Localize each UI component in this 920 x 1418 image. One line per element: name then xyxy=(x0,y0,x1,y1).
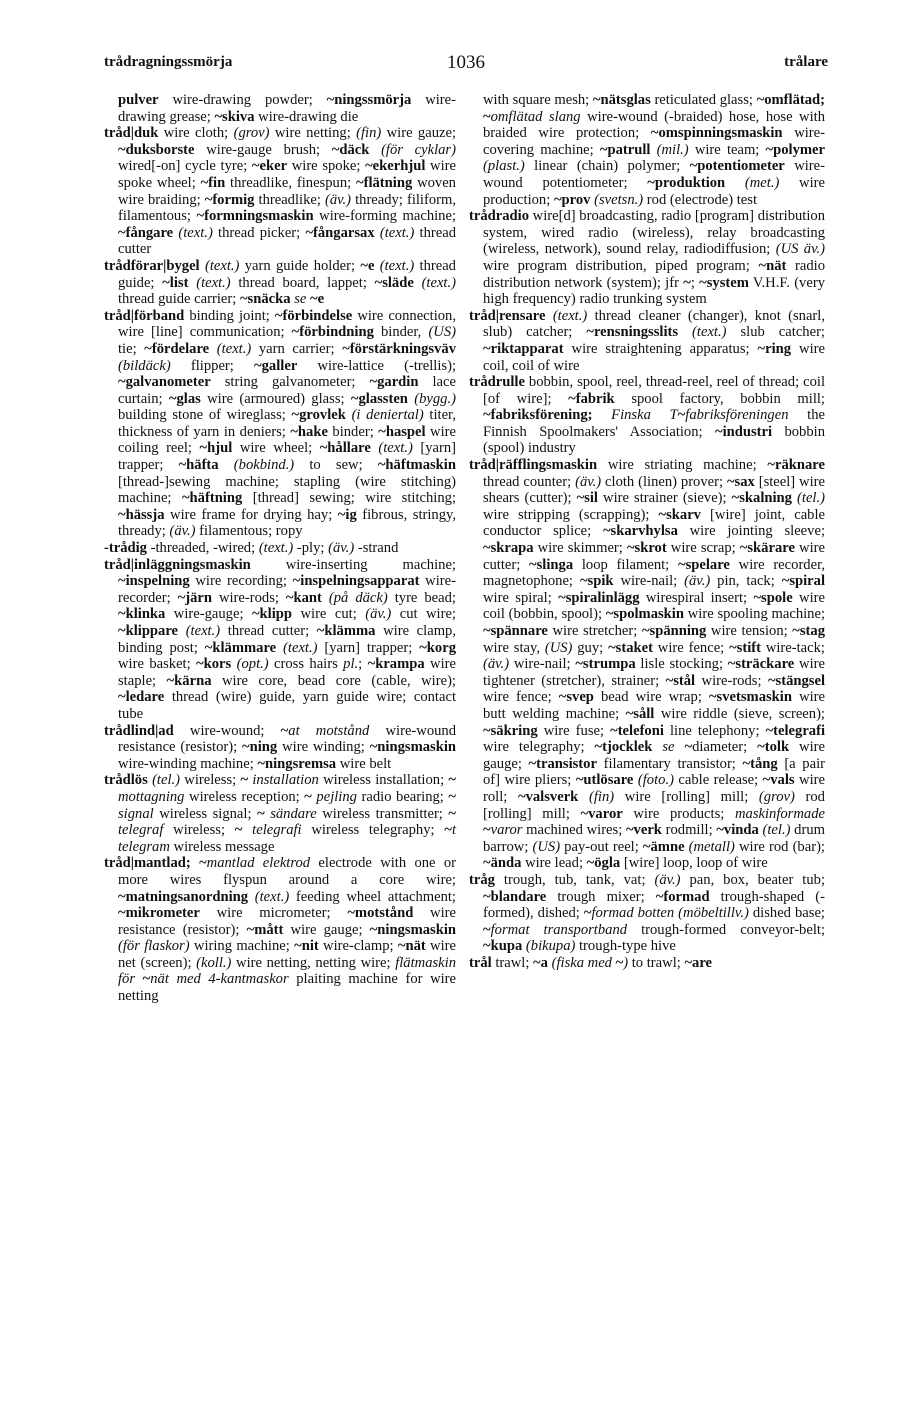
dictionary-entry: pulver wire-drawing powder; ~ningssmörja wire-drawing grease; ~skiva wire-drawing die xyxy=(118,92,456,125)
header-last-headword: trålare xyxy=(784,54,828,70)
page-number: 1036 xyxy=(447,52,485,73)
dictionary-entry: trådradio wire[d] broadcasting, radio [program] distribution system, wired radio (wireless), relay broadcasting (wireless, network), sound relay, radiodiffusion; (US äv.) wire program distribution, piped program; ~nät radio distribution network (system); jfr ~; ~system V.H.F. (very high frequency) radio trunking system xyxy=(469,208,826,308)
dictionary-entry: tråd|duk wire cloth; (grov) wire netting; (fin) wire gauze; ~duksborste wire-gauge brush; ~däck (för cyklar) wired[-on] cycle tyre; ~eker wire spoke; ~ekerhjul wire spoke wheel; ~fin threadlike, finespun; ~flätning woven wire braiding; ~formig threadlike; (äv.) thready; filiform, filamentous; ~formningsmaskin wire-forming machine; ~fångare (text.) thread picker; ~fångarsax (text.) thread cutter xyxy=(104,125,457,258)
dictionary-entry: -trådig -threaded, -wired; (text.) -ply; (äv.) -strand xyxy=(104,540,399,557)
dictionary-entry: tråd|rensare (text.) thread cleaner (changer), knot (snarl, slub) catcher; ~rensningsslits (text.) slub catcher; ~riktapparat wire straightening apparatus; ~ring wire coil, coil of wire xyxy=(469,307,825,374)
header-first-headword: trådragningssmörja xyxy=(104,54,233,70)
dictionary-entry: tråd|inläggningsmaskin wire-inserting machine; ~inspelning wire recording; ~inspelningsapparat wire-recorder; ~järn wire-rods; ~kant (på däck) tyre bead; ~klinka wire-gauge; ~klipp wire cut; (äv.) cut wire; ~klippare (text.) thread cutter; ~klämma wire clamp, binding post; ~klämmare (text.) [yarn] trapper; ~korg wire basket; ~kors (opt.) cross hairs pl.; ~krampa wire staple; ~kärna wire core, bead core (cable, wire); ~ledare thread (wire) guide, yarn guide wire; contact tube xyxy=(104,556,456,722)
dictionary-entry: with square mesh; ~nätsglas reticulated glass; ~omflätad; ~omflätad slang wire-wound (-braided) hose, hose with braided wire protection; ~omspinningsmaskin wire-covering machine; ~patrull (mil.) wire team; ~polymer (plast.) linear (chain) polymer; ~potentiometer wire-wound potentiometer; ~produktion (met.) wire production; ~prov (svetsn.) rod (electrode) test xyxy=(483,92,825,208)
dictionary-entry: tråd|mantlad; ~mantlad elektrod electrode with one or more wires flyspun around a core wire; ~matningsanordning (text.) feeding wheel attachment; ~mikrometer wire micrometer; ~motstånd wire resistance (resistor); ~mått wire gauge; ~ningsmaskin (för flaskor) wiring machine; ~nit wire-clamp; ~nät wire net (screen); (koll.) wire netting, netting wire; flätmaskin för ~nät med 4-kantmaskor plaiting machine for wire netting xyxy=(104,855,457,1005)
right-column xyxy=(469,92,825,971)
dictionary-entry: tråg trough, tub, tank, vat; (äv.) pan, box, beater tub; ~blandare trough mixer; ~formad trough-shaped (-formed), dished; ~formad botten (möbeltillv.) dished base; ~format transportband trough-formed conveyor-belt; ~kupa (bikupa) trough-type hive xyxy=(469,871,825,955)
dictionary-entry: trådlös (tel.) wireless; ~ installation wireless installation; ~ mottagning wireless reception; ~ pejling radio bearing; ~ signal wireless signal; ~ sändare wireless transmitter; ~ telegraf wireless; ~ telegrafi wireless telegraphy; ~t telegram wireless message xyxy=(104,772,457,855)
dictionary-entry: trål trawl; ~a (fiska med ~) to trawl; ~are xyxy=(469,954,713,971)
dictionary-entry: trådrulle bobbin, spool, reel, thread-reel, reel of thread; coil [of wire]; ~fabrik spool factory, bobbin mill; ~fabriksförening; Finska T~fabriksföreningen the Finnish Spoolmakers' Association; ~industri bobbin (spool) industry xyxy=(469,374,825,457)
left-column xyxy=(104,92,456,1005)
dictionary-entry: trådförar|bygel (text.) yarn guide holder; ~e (text.) thread guide; ~list (text.) thread board, lappet; ~släde (text.) thread guide carrier; ~snäcka se ~e xyxy=(104,257,456,308)
dictionary-entry: tråd|förband binding joint; ~förbindelse wire connection, wire [line] communication; ~förbindning binder, (US) tie; ~fördelare (text.) yarn carrier; ~förstärkningsväv (bildäck) flipper; ~galler wire-lattice (-trellis); ~galvanometer string galvanometer; ~gardin lace curtain; ~glas wire (armoured) glass; ~glassten (bygg.) building stone of wireglass; ~grovlek (i deniertal) titer, thickness of yarn in deniers; ~hake binder; ~haspel wire coiling reel; ~hjul wire wheel; ~hållare (text.) [yarn] trapper; ~häfta (bokbind.) to sew; ~häftmaskin [thread-]sewing machine; stapling (wire stitching) machine; ~häftning [thread] sewing; wire stitching; ~hässja wire frame for drying hay; ~ig fibrous, stringy, thready; (äv.) filamentous; ropy xyxy=(104,307,457,540)
dictionary-entry: tråd|räfflingsmaskin wire striating machine; ~räknare thread counter; (äv.) cloth (linen) prover; ~sax [steel] wire shears (cutter); ~sil wire strainer (sieve); ~skalning (tel.) wire stripping (scrapping); ~skarv [wire] joint, cable conductor splice; ~skarvhylsa wire jointing sleeve; ~skrapa wire skimmer; ~skrot wire scrap; ~skärare wire cutter; ~slinga loop filament; ~spelare wire recorder, magnetophone; ~spik wire-nail; (äv.) pin, tack; ~spiral wire spiral; ~spiralinlägg wirespiral insert; ~spole wire coil (bobbin, spool); ~spolmaskin wire spooling machine; ~spännare wire stretcher; ~spänning wire tension; ~stag wire stay, (US) guy; ~staket wire fence; ~stift wire-tack; (äv.) wire-nail; ~strumpa lisle stocking; ~sträckare wire tightener (stretcher), strainer; ~stål wire-rods; ~stängsel wire fence; ~svep bead wire wrap; ~svetsmaskin wire butt welding machine; ~såll wire riddle (sieve, screen); ~säkring wire fuse; ~telefoni line telephony; ~telegrafi wire telegraphy; ~tjocklek se ~diameter; ~tolk wire gauge; ~transistor filamentary transistor; ~tång [a pair of] wire pliers; ~utlösare (foto.) cable release; ~vals wire roll; ~valsverk (fin) wire [rolling] mill; (grov) rod [rolling] mill; ~varor wire products; maskinformade ~varor machined wires; ~verk rodmill; ~vinda (tel.) drum barrow; (US) pay-out reel; ~ämne (metall) wire rod (bar); ~ända wire lead; ~ögla [wire] loop, loop of wire xyxy=(469,457,826,872)
dictionary-entry: trådlind|ad wire-wound; ~at motstånd wire-wound resistance (resistor); ~ning wire winding; ~ningsmaskin wire-winding machine; ~ningsremsa wire belt xyxy=(104,722,457,772)
running-header xyxy=(104,52,828,76)
